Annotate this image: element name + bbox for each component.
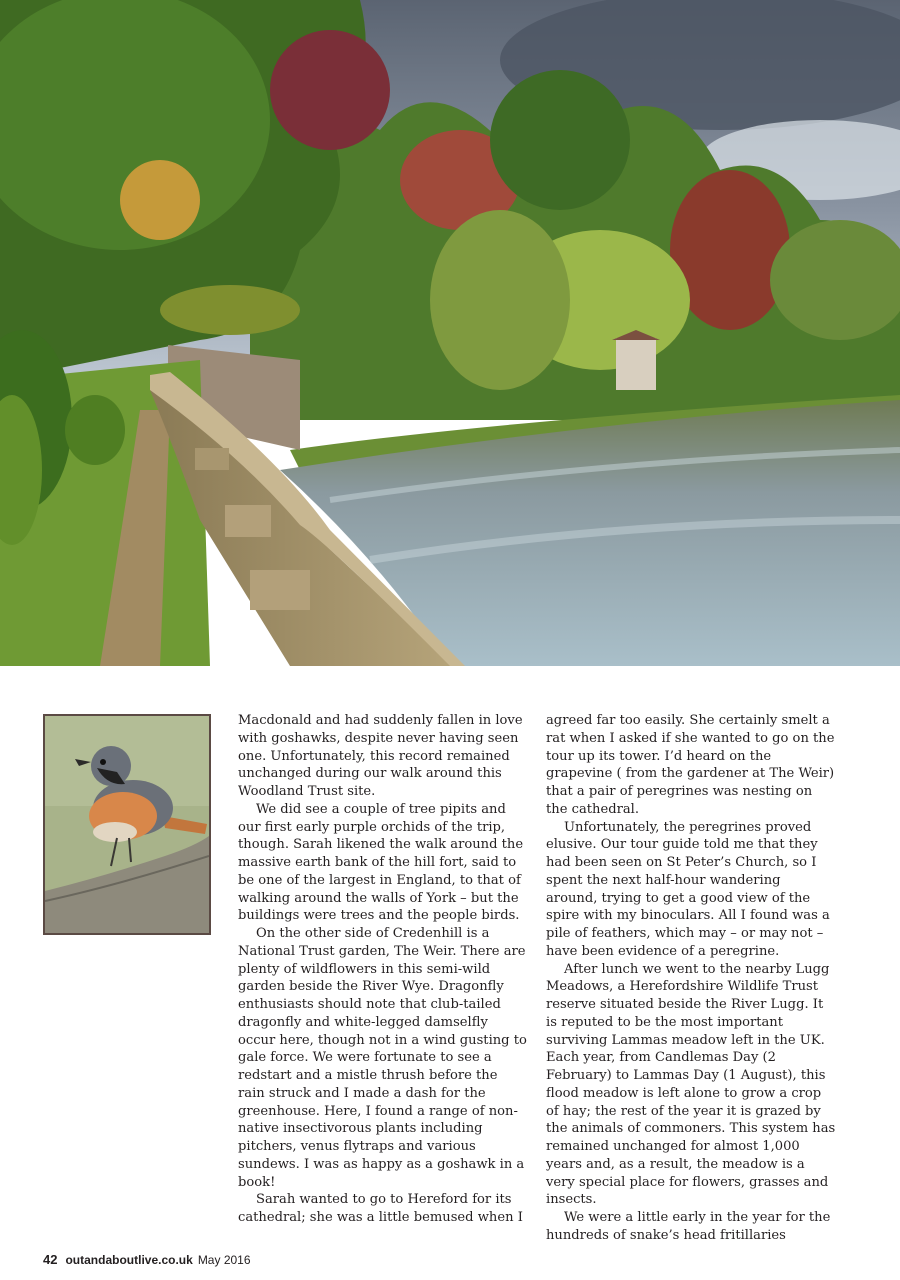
paragraph: On the other side of Credenhill is a National Trust garden, The Weir. There are plenty of wildflowers in this semi-wild garden beside the River Wye. Dragonfly enthusiasts should note that club-tailed dragonfly and white-legged damselfly occur here, though not in a wind gusting to gale force. We were fortunate to see a redstart and a mistle thrush before the rain struck and I made a dash for the greenhouse. Here, I found a range of non-native insectivorous plants including pitchers, venus flytraps and various sundews. I was as happy as a goshawk in a book! xyxy=(238,926,527,1190)
redstart-bird-photo xyxy=(45,716,209,933)
paragraph: Macdonald and had suddenly fallen in love with goshawks, despite never having seen one. Unfortunately, this record remained unchanged during our walk around this Woodland Trust site. xyxy=(238,713,523,799)
text-column-1 xyxy=(238,712,528,1227)
text-column-2 xyxy=(546,712,836,1245)
paragraph: We were a little early in the year for the hundreds of snake’s head fritillaries xyxy=(546,1210,831,1243)
paragraph: agreed far too easily. She certainly smelt a rat when I asked if she wanted to go on the tour up its tower. I’d heard on the grapevine ( from the gardener at The Weir) that a pair of peregrines was nesting on the cathedral. xyxy=(546,713,835,817)
paragraph: Unfortunately, the peregrines proved elusive. Our tour guide told me that they had been seen on St Peter’s Church, so I spent the next half-hour wandering around, trying to get a good view of the spire with my binoculars. All I found was a pile of feathers, which may – or may not – have been evidence of a peregrine. xyxy=(546,819,830,959)
paragraph: We did see a couple of tree pipits and our first early purple orchids of the trip, though. Sarah likened the walk around the massive earth bank of the hill fort, said to be one of the largest in England, to that of walking around the walls of York – but the buildings were trees and the people birds. xyxy=(238,801,524,924)
website-link[interactable]: outandaboutlive.co.uk xyxy=(65,1253,193,1267)
inset-photo xyxy=(43,714,211,935)
paragraph: Sarah wanted to go to Hereford for its cathedral; she was a little bemused when I xyxy=(238,1192,523,1225)
paragraph: After lunch we went to the nearby Lugg Meadows, a Herefordshire Wildlife Trust reserve situated beside the River Lugg. It is reputed to be the most important surviving Lammas meadow left in the UK. Each year, from Candlemas Day (2 February) to Lammas Day (1 August), this flood meadow is left alone to grow a crop of hay; the rest of the year it is grazed by the animals of commoners. This system has remained unchanged for almost 1,000 years and, as a result, the meadow is a very special place for flowers, grasses and insects. xyxy=(546,961,836,1208)
page-footer xyxy=(43,1252,251,1267)
page-number: 42 xyxy=(43,1252,58,1267)
issue-date: May 2016 xyxy=(197,1253,251,1267)
